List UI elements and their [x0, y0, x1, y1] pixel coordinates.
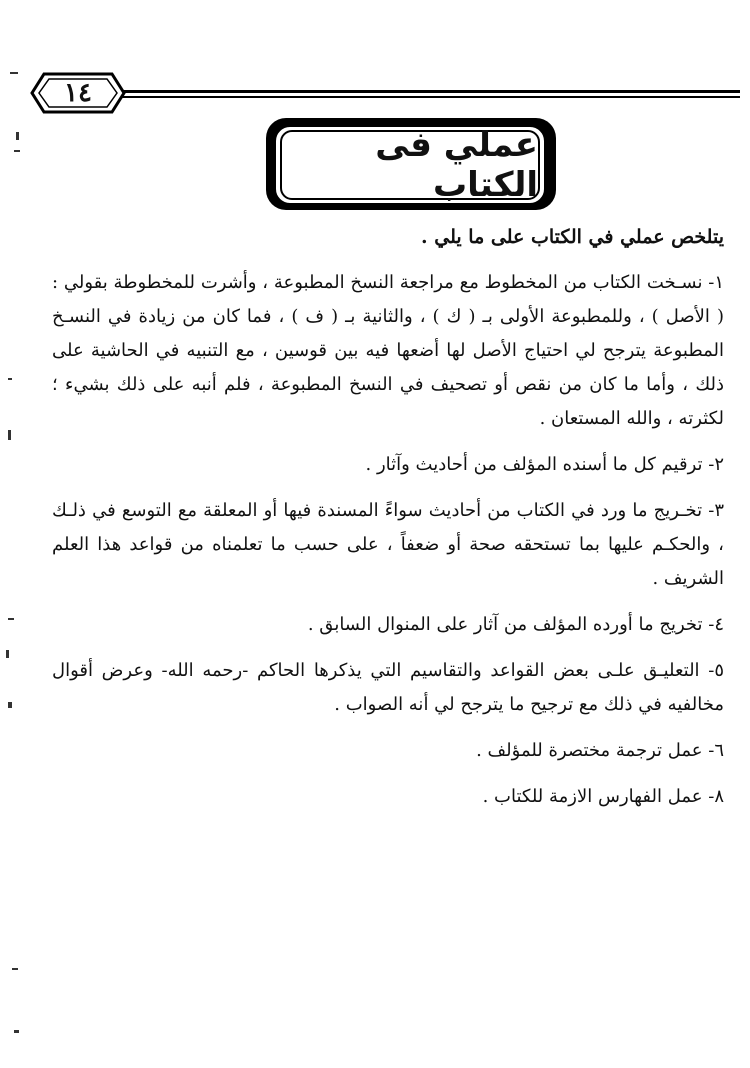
page-number: ١٤	[64, 78, 92, 108]
title-frame-inner	[280, 125, 540, 205]
scan-mark	[14, 1030, 19, 1033]
list-item: ٣- تخـريج ما ورد في الكتاب من أحاديث سواءً المسندة فيها أو المعلقة مع التوسع في ذلـك ، والحكـم عليها بما تستحقه صحة أو ضعفاً ، على حسب ما تعلمناه من قواعد هذا العلم الشريف .	[52, 500, 724, 589]
list-item: ٥- التعليـق علـى بعض القواعد والتقاسيم التي يذكرها الحاكم -رحمه الله- وعرض أقوال مخالفيه في ذلك مع ترجيح ما يترجح لي أنه الصواب .	[52, 660, 724, 715]
list-item: ١- نسـخت الكتاب من المخطوط مع مراجعة النسخ المطبوعة ، وأشرت للمخطوطة بقولي : ( الأصل ) ، وللمطبوعة الأولى بـ ( ك ) ، والثانية بـ ( ف ) ، فما كان من زيادة في النسـخ المطبوعة يترجح لي احتياج الأصل لها أضعها فيه بين قوسين ، مع التنبيه في الحاشية على ذلك ، وأما ما كان من نقص أو تصحيف في النسخ المطبوعة ، فلم أنبه على ذلك بشيء ؛ لكثرته ، والله المستعان .	[52, 272, 724, 429]
scan-mark	[8, 378, 12, 380]
page-number-badge	[30, 70, 126, 116]
list-item: ٢- ترقيم كل ما أسنده المؤلف من أحاديث وآثار .	[365, 454, 724, 475]
scan-mark	[8, 618, 14, 620]
scan-mark	[10, 72, 18, 74]
scan-mark	[16, 132, 19, 140]
scan-mark	[8, 702, 12, 708]
header-rule	[60, 90, 740, 99]
list-item: ٨- عمل الفهارس الازمة للكتاب .	[482, 786, 724, 807]
scan-mark	[8, 430, 11, 440]
scan-mark	[14, 150, 20, 152]
list-item: ٤- تخريج ما أورده المؤلف من آثار على المنوال السابق .	[307, 614, 724, 635]
page-title: عملي فى الكتاب	[375, 125, 538, 205]
intro-line: يتلخص عملي في الكتاب على ما يلي .	[421, 226, 724, 248]
body-text	[52, 220, 724, 826]
scan-mark	[6, 650, 9, 658]
list-item: ٦- عمل ترجمة مختصرة للمؤلف .	[476, 740, 724, 761]
scan-mark	[12, 968, 18, 970]
